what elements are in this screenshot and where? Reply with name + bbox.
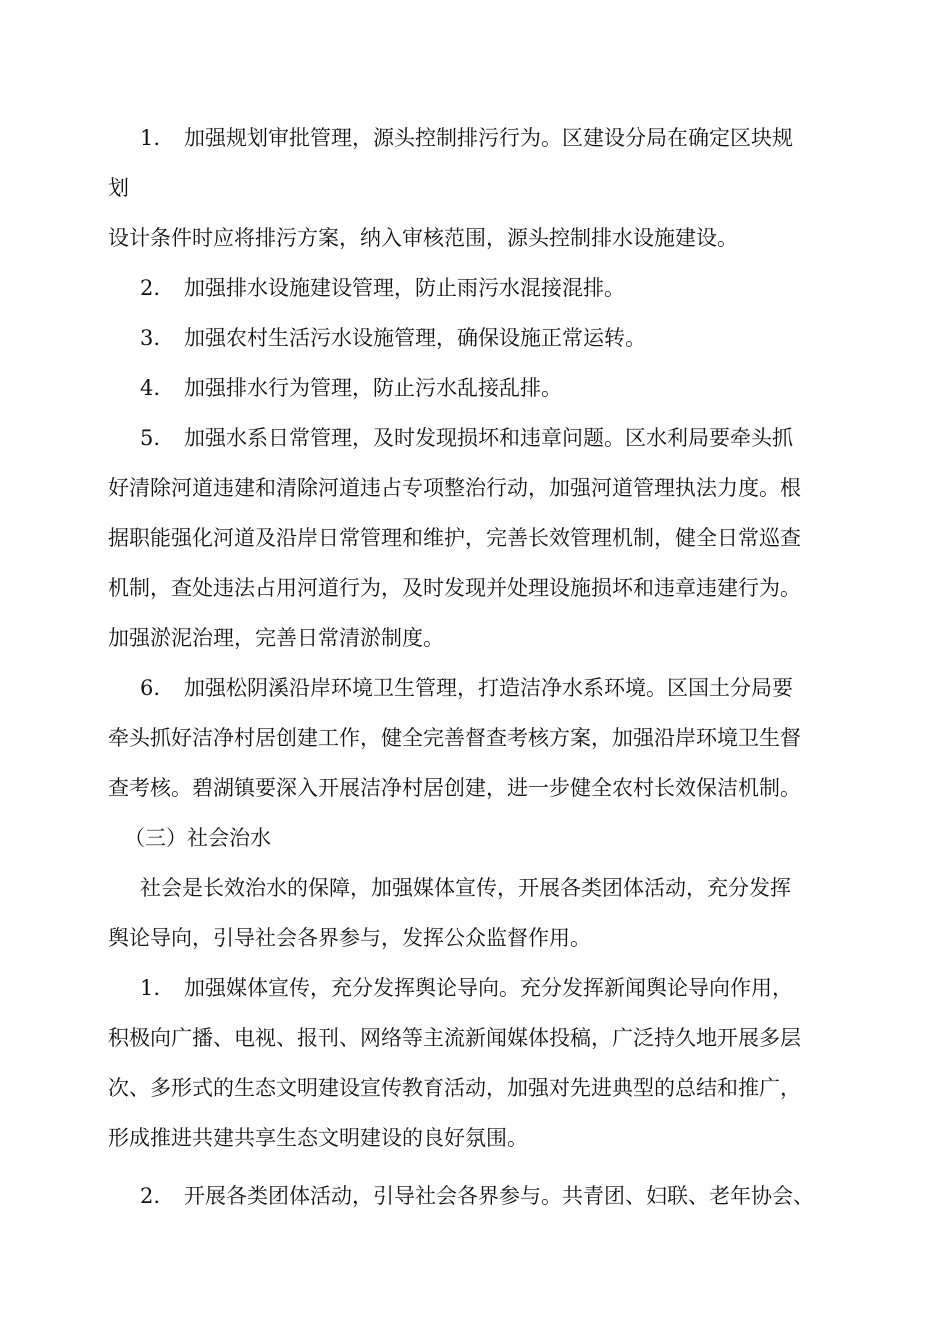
paragraph-line — [140, 374, 562, 402]
paragraph-line — [140, 974, 793, 1002]
list-number: 2. — [140, 276, 161, 300]
paragraph-line — [140, 124, 793, 152]
paragraph-text: 加强媒体宣传，充分发挥舆论导向。充分发挥新闻舆论导向作用， — [184, 976, 793, 1000]
paragraph-line: 次、多形式的生态文明建设宣传教育活动，加强对先进典型的总结和推广， — [108, 1076, 801, 1100]
paragraph-line: 牵头抓好洁净村居创建工作，健全完善督查考核方案，加强沿岸环境卫生督 — [108, 726, 801, 750]
list-number: 2. — [140, 1184, 161, 1208]
section-heading: （三）社会治水 — [124, 826, 271, 850]
paragraph-line — [140, 1182, 814, 1210]
paragraph-line: 舆论导向，引导社会各界参与，发挥公众监督作用。 — [108, 926, 591, 950]
paragraph-line: 机制，查处违法占用河道行为，及时发现并处理设施损坏和违章违建行为。 — [108, 576, 801, 600]
paragraph-text: 开展各类团体活动，引导社会各界参与。共青团、妇联、老年协会、 — [184, 1184, 814, 1208]
paragraph-line — [140, 324, 646, 352]
list-number: 1. — [140, 976, 161, 1000]
paragraph-line: 划 — [108, 176, 129, 200]
list-number: 5. — [140, 426, 161, 450]
paragraph-text: 加强规划审批管理，源头控制排污行为。区建设分局在确定区块规 — [184, 126, 793, 150]
paragraph-line: 社会是长效治水的保障，加强媒体宣传，开展各类团体活动，充分发挥 — [140, 876, 791, 900]
list-number: 1. — [140, 126, 161, 150]
paragraph-text: 加强松阴溪沿岸环境卫生管理，打造洁净水系环境。区国土分局要 — [184, 676, 793, 700]
paragraph-line — [140, 274, 625, 302]
paragraph-line: 好清除河道违建和清除河道违占专项整治行动，加强河道管理执法力度。根 — [108, 476, 801, 500]
paragraph-text: 加强水系日常管理，及时发现损坏和违章问题。区水利局要牵头抓 — [184, 426, 793, 450]
list-number: 6. — [140, 676, 161, 700]
paragraph-text: 加强农村生活污水设施管理，确保设施正常运转。 — [184, 326, 646, 350]
list-number: 4. — [140, 376, 161, 400]
paragraph-line: 形成推进共建共享生态文明建设的良好氛围。 — [108, 1126, 528, 1150]
paragraph-line — [140, 674, 793, 702]
paragraph-line: 据职能强化河道及沿岸日常管理和维护，完善长效管理机制，健全日常巡查 — [108, 526, 801, 550]
paragraph-text: 加强排水行为管理，防止污水乱接乱排。 — [184, 376, 562, 400]
paragraph-text: 加强排水设施建设管理，防止雨污水混接混排。 — [184, 276, 625, 300]
paragraph-line: 查考核。碧湖镇要深入开展洁净村居创建，进一步健全农村长效保洁机制。 — [108, 776, 801, 800]
paragraph-line — [140, 424, 793, 452]
list-number: 3. — [140, 326, 161, 350]
paragraph-line: 设计条件时应将排污方案，纳入审核范围，源头控制排水设施建设。 — [108, 226, 738, 250]
paragraph-line: 加强淤泥治理，完善日常清淤制度。 — [108, 626, 444, 650]
paragraph-line: 积极向广播、电视、报刊、网络等主流新闻媒体投稿，广泛持久地开展多层 — [108, 1026, 801, 1050]
